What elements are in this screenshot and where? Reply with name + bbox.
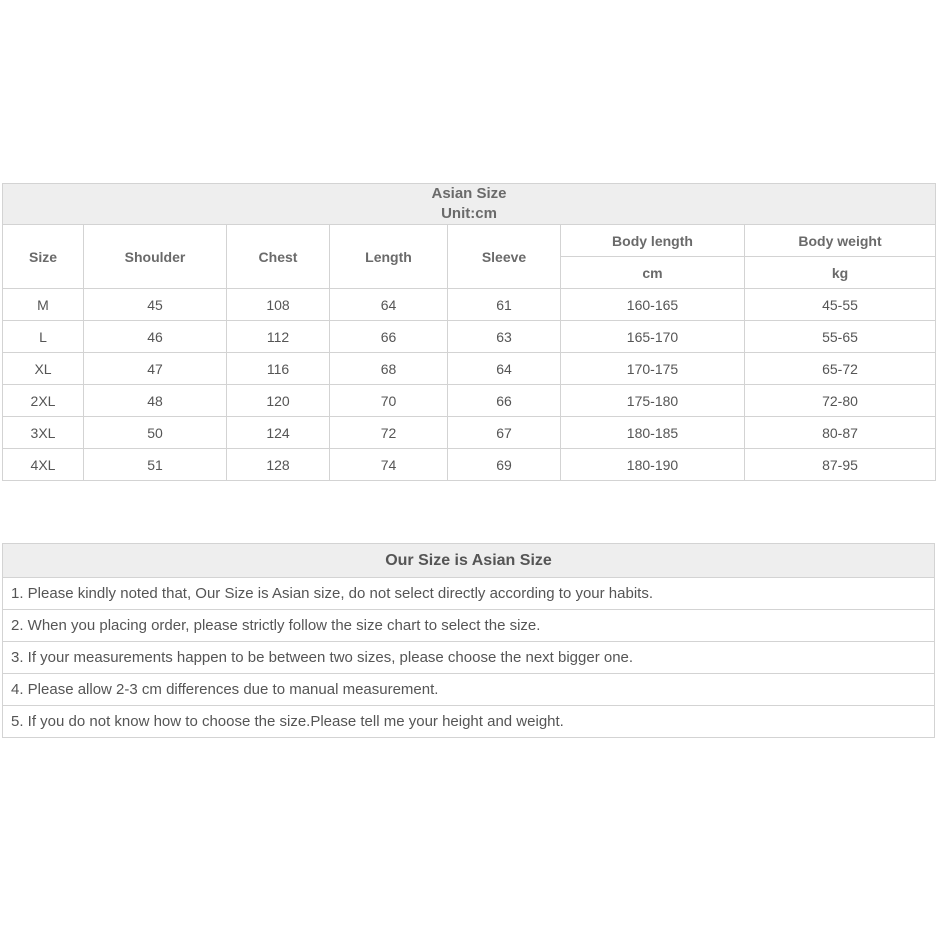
list-item	[3, 610, 935, 642]
cell-body-length: 165-170	[561, 321, 745, 353]
cell-size: M	[3, 289, 84, 321]
cell-shoulder: 51	[84, 449, 227, 481]
list-item	[3, 674, 935, 706]
cell-size: 4XL	[3, 449, 84, 481]
cell-body-weight: 72-80	[745, 385, 936, 417]
cell-length: 64	[330, 289, 448, 321]
cell-size: XL	[3, 353, 84, 385]
cell-chest: 108	[227, 289, 330, 321]
note-text: 4. Please allow 2-3 cm differences due to manual measurement.	[3, 674, 935, 706]
cell-body-weight: 87-95	[745, 449, 936, 481]
cell-length: 70	[330, 385, 448, 417]
size-notes-table	[2, 543, 935, 738]
table-row	[3, 353, 936, 385]
header-chest: Chest	[227, 225, 330, 289]
cell-body-weight: 65-72	[745, 353, 936, 385]
header-body-length: Body length	[561, 225, 745, 257]
cell-body-length: 170-175	[561, 353, 745, 385]
cell-shoulder: 45	[84, 289, 227, 321]
cell-length: 72	[330, 417, 448, 449]
table-row	[3, 417, 936, 449]
size-chart-unit: Unit:cm	[441, 205, 497, 222]
header-length: Length	[330, 225, 448, 289]
header-body-length-unit: cm	[561, 257, 745, 289]
cell-length: 66	[330, 321, 448, 353]
note-text: 5. If you do not know how to choose the size.Please tell me your height and weight.	[3, 706, 935, 738]
size-chart-table	[2, 183, 936, 481]
cell-body-length: 180-190	[561, 449, 745, 481]
table-row	[3, 289, 936, 321]
cell-shoulder: 48	[84, 385, 227, 417]
cell-length: 74	[330, 449, 448, 481]
list-item	[3, 642, 935, 674]
header-shoulder: Shoulder	[84, 225, 227, 289]
cell-size: 3XL	[3, 417, 84, 449]
cell-sleeve: 61	[448, 289, 561, 321]
cell-sleeve: 63	[448, 321, 561, 353]
cell-chest: 128	[227, 449, 330, 481]
list-item	[3, 578, 935, 610]
cell-chest: 120	[227, 385, 330, 417]
cell-chest: 124	[227, 417, 330, 449]
cell-body-weight: 80-87	[745, 417, 936, 449]
list-item	[3, 706, 935, 738]
cell-body-weight: 55-65	[745, 321, 936, 353]
table-row	[3, 385, 936, 417]
size-chart-title-main: Asian Size	[431, 185, 507, 202]
size-chart-title	[3, 184, 936, 225]
cell-body-length: 180-185	[561, 417, 745, 449]
notes-title: Our Size is Asian Size	[3, 544, 935, 578]
cell-sleeve: 66	[448, 385, 561, 417]
cell-sleeve: 64	[448, 353, 561, 385]
note-text: 2. When you placing order, please strictly follow the size chart to select the size.	[3, 610, 935, 642]
table-row	[3, 449, 936, 481]
cell-sleeve: 67	[448, 417, 561, 449]
cell-shoulder: 50	[84, 417, 227, 449]
cell-body-length: 175-180	[561, 385, 745, 417]
cell-shoulder: 46	[84, 321, 227, 353]
note-text: 1. Please kindly noted that, Our Size is Asian size, do not select directly according to your habits.	[3, 578, 935, 610]
cell-shoulder: 47	[84, 353, 227, 385]
cell-size: 2XL	[3, 385, 84, 417]
header-body-weight: Body weight	[745, 225, 936, 257]
cell-size: L	[3, 321, 84, 353]
cell-length: 68	[330, 353, 448, 385]
cell-body-weight: 45-55	[745, 289, 936, 321]
cell-chest: 112	[227, 321, 330, 353]
header-body-weight-unit: kg	[745, 257, 936, 289]
table-row	[3, 321, 936, 353]
cell-body-length: 160-165	[561, 289, 745, 321]
header-sleeve: Sleeve	[448, 225, 561, 289]
cell-sleeve: 69	[448, 449, 561, 481]
note-text: 3. If your measurements happen to be between two sizes, please choose the next bigger one.	[3, 642, 935, 674]
cell-chest: 116	[227, 353, 330, 385]
header-size: Size	[3, 225, 84, 289]
